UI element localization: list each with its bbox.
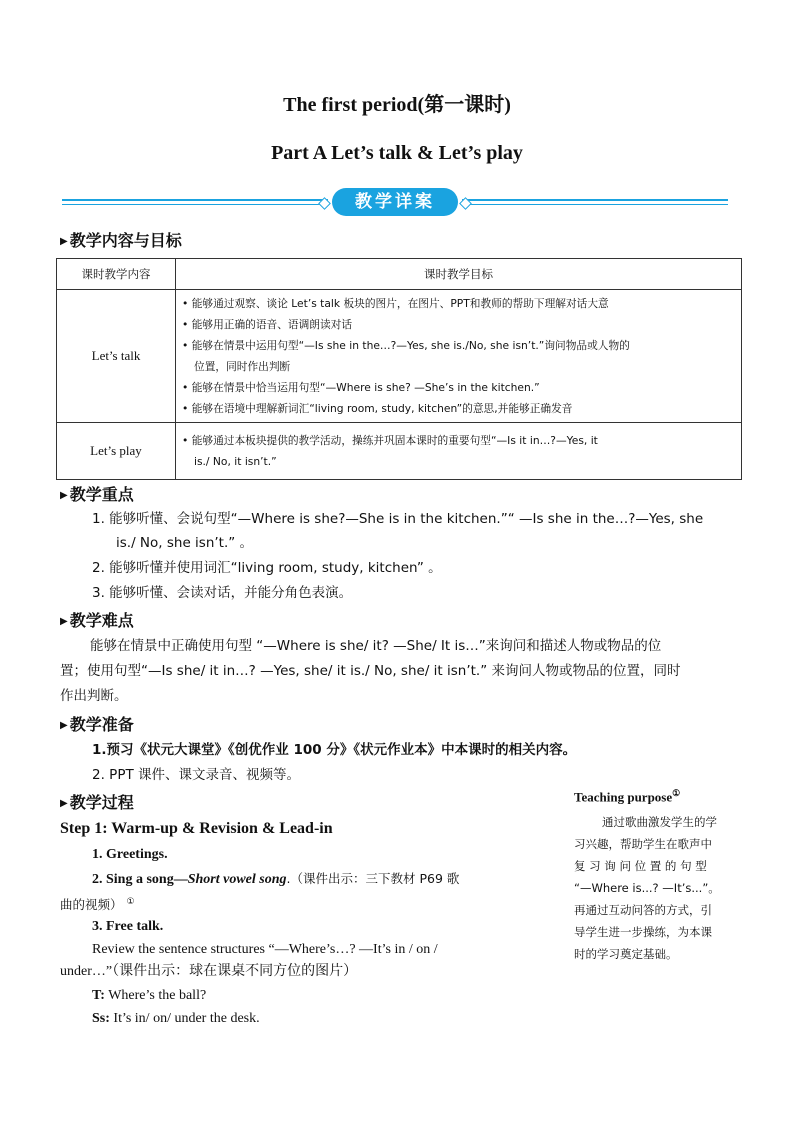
page-subtitle: Part A Let’s talk & Let’s play (271, 142, 523, 164)
difficult-line-1: 能够在情景中正确使用句型 “—Where is she/ it? —She/ It is…”来询问和描述人物或物品的位 (90, 638, 662, 654)
table-row (57, 423, 742, 480)
review-line-2: under…”（课件出示：球在课桌不同方位的图片） (60, 964, 358, 979)
teaching-purpose-text: 通过歌曲激发学生的学 习兴趣，帮助学生在歌声中 复 习 询 问 位 置 的 句 型 “—Where is...? —It’s...”。 再通过互动问答的方式，引 导学生进一步操练，为本课 时的学习奠定基础。 (574, 815, 720, 962)
heading-key-points: ▶ 教学重点 (60, 485, 134, 504)
goal-item: • 能够用正确的语音、语调朗读对话 (182, 318, 353, 331)
table-header-goals: 课时教学目标 (176, 259, 742, 290)
teaching-purpose-heading: Teaching purpose① (574, 788, 681, 805)
objectives-table (56, 258, 742, 480)
banner-label: 教学详案 (332, 188, 458, 216)
heading-prep: ▶ 教学准备 (60, 715, 134, 734)
heading-objectives: ▶ 教学内容与目标 (60, 231, 182, 250)
row-content: Let’s talk (57, 290, 176, 423)
goal-item: 位置，同时作出判断 (194, 360, 291, 373)
page-title: The first period(第一课时) (283, 94, 511, 116)
table-row (57, 290, 742, 423)
review-line-1: Review the sentence structures “—Where’s…? —It’s in / on / (92, 942, 438, 957)
heading-difficult: ▶ 教学难点 (60, 611, 134, 630)
goal-item: • 能够通过观察、谈论 Let’s talk 板块的图片，在图片、PPT和教师的帮助下理解对话大意 (182, 297, 609, 310)
goal-item: is./ No, it isn’t.” (194, 455, 277, 468)
goal-item: • 能够在情景中运用句型“—Is she in the…?—Yes, she is./No, she isn’t.”询问物品或人物的 (182, 339, 630, 352)
sing-song-line-cont: 曲的视频） ① (60, 897, 135, 913)
key-point-2: 2. 能够听懂并使用词汇“living room, study, kitchen” 。 (92, 560, 442, 576)
goal-item: • 能够在情景中恰当运用句型“—Where is she? —She’s in the kitchen.” (182, 381, 540, 394)
prep-1: 1.预习《状元大课堂》《创优作业 100 分》《状元作业本》中本课时的相关内容。 (92, 742, 577, 758)
row-content: Let’s play (57, 423, 176, 480)
goal-item: • 能够通过本板块提供的教学活动，操练并巩固本课时的重要句型“—Is it in…?—Yes, it (182, 434, 598, 447)
step-1-heading: Step 1: Warm-up & Revision & Lead-in (60, 820, 333, 837)
heading-process: ▶ 教学过程 (60, 793, 134, 812)
goal-item: • 能够在语境中理解新词汇“living room, study, kitchen”的意思,并能够正确发音 (182, 402, 573, 415)
prep-2: 2. PPT 课件、课文录音、视频等。 (92, 767, 300, 783)
key-point-3: 3. 能够听懂、会读对话，并能分角色表演。 (92, 585, 353, 601)
students-line: Ss: It’s in/ on/ under the desk. (92, 1011, 260, 1026)
table-header-content: 课时教学内容 (57, 259, 176, 290)
free-talk: 3. Free talk. (92, 919, 164, 934)
greetings: 1. Greetings. (92, 847, 168, 862)
teaching-purpose-note (574, 788, 750, 965)
sing-song-line: 2. Sing a song—Short vowel song.（课件出示：三下教材 P69 歌 (92, 871, 460, 887)
key-point-1: 1. 能够听懂、会说句型“—Where is she?—She is in the kitchen.”“ —Is she in the…?—Yes, she (92, 511, 704, 527)
difficult-line-2: 置；使用句型“—Is she/ it in…? —Yes, she/ it is./ No, she/ it isn’t.” 来询问人物或物品的位置，同时 (60, 663, 681, 679)
difficult-line-3: 作出判断。 (60, 688, 128, 704)
section-banner (62, 186, 728, 220)
teacher-line: T: Where’s the ball? (92, 988, 207, 1003)
key-point-1-cont: is./ No, she isn’t.” 。 (116, 535, 254, 551)
